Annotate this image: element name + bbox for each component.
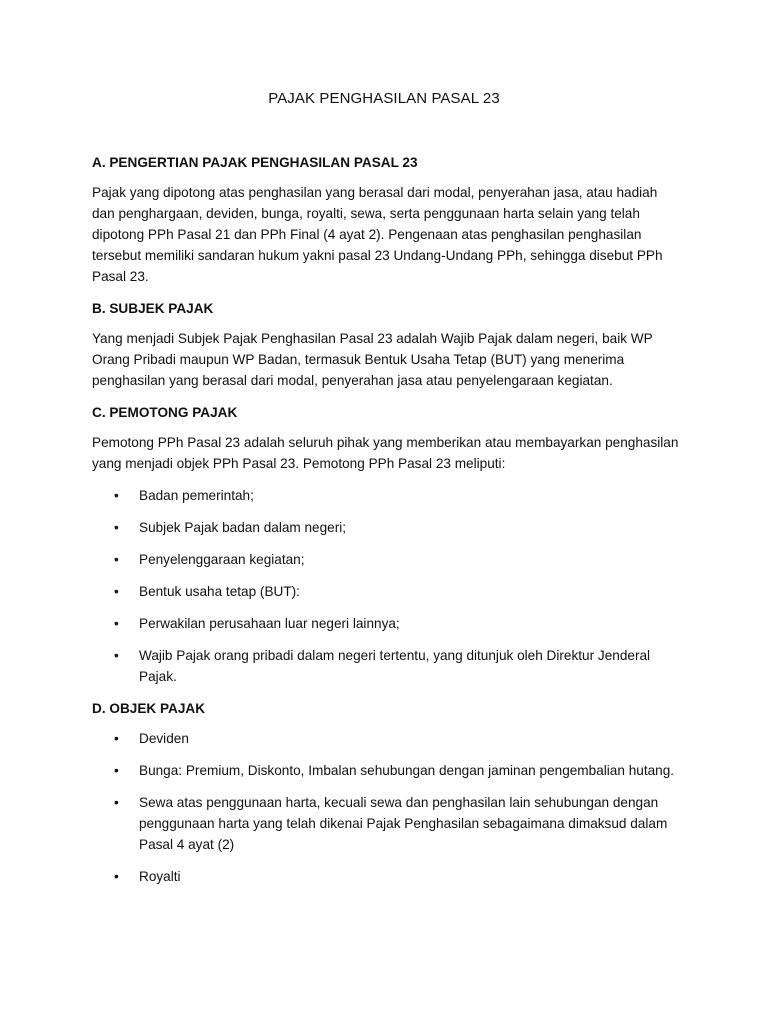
section-a xyxy=(92,152,682,287)
list-item-text: Wajib Pajak orang pribadi dalam negeri tertentu, yang ditunjuk oleh Direktur Jenderal Pajak. xyxy=(139,648,651,684)
section-c-list xyxy=(92,485,682,687)
section-d-list xyxy=(92,728,682,887)
section-c-paragraph: Pemotong PPh Pasal 23 adalah seluruh pihak yang memberikan atau membayarkan penghasilan yang menjadi objek PPh Pasal 23. Pemotong PPh Pasal 23 meliputi: xyxy=(92,435,679,471)
list-item xyxy=(92,517,682,538)
list-item-text: Penyelenggaraan kegiatan; xyxy=(139,552,305,567)
list-item-text: Royalti xyxy=(139,869,181,884)
bullet-icon: • xyxy=(114,488,119,503)
section-a-heading: A. PENGERTIAN PAJAK PENGHASILAN PASAL 23 xyxy=(92,155,418,170)
list-item-text: Badan pemerintah; xyxy=(139,488,254,503)
section-b xyxy=(92,298,682,391)
bullet-icon: • xyxy=(114,731,119,746)
bullet-icon: • xyxy=(114,552,119,567)
bullet-icon: • xyxy=(114,616,119,631)
bullet-icon: • xyxy=(114,648,119,663)
list-item-text: Bunga: Premium, Diskonto, Imbalan sehubungan dengan jaminan pengembalian hutang. xyxy=(139,763,675,778)
list-item xyxy=(92,792,682,855)
bullet-icon: • xyxy=(114,795,119,810)
list-item xyxy=(92,613,682,634)
list-item xyxy=(92,866,682,887)
bullet-icon: • xyxy=(114,869,119,884)
section-b-paragraph: Yang menjadi Subjek Pajak Penghasilan Pasal 23 adalah Wajib Pajak dalam negeri, baik WP Orang Pribadi maupun WP Badan, termasuk Bentuk Usaha Tetap (BUT) yang menerima penghasilan yang berasal dari modal, penyerahan jasa atau penyelengaraan kegiatan. xyxy=(92,331,653,388)
list-item-text: Perwakilan perusahaan luar negeri lainnya; xyxy=(139,616,400,631)
section-c-heading: C. PEMOTONG PAJAK xyxy=(92,405,238,420)
list-item-text: Sewa atas penggunaan harta, kecuali sewa dan penghasilan lain sehubungan dengan penggunaan harta yang telah dikenai Pajak Penghasilan sebagaimana dimaksud dalam Pasal 4 ayat (2) xyxy=(139,795,668,852)
bullet-icon: • xyxy=(114,520,119,535)
list-item-text: Deviden xyxy=(139,731,189,746)
bullet-icon: • xyxy=(114,584,119,599)
list-item xyxy=(92,760,682,781)
bullet-icon: • xyxy=(114,763,119,778)
section-b-heading: B. SUBJEK PAJAK xyxy=(92,301,214,316)
section-c xyxy=(92,402,682,687)
list-item xyxy=(92,581,682,602)
list-item xyxy=(92,645,682,687)
section-a-paragraph: Pajak yang dipotong atas penghasilan yang berasal dari modal, penyerahan jasa, atau hadiah dan penghargaan, deviden, bunga, royalti, sewa, serta penggunaan harta selain yang telah dipotong PPh Pasal 21 dan PPh Final (4 ayat 2). Pengenaan atas penghasilan penghasilan tersebut memiliki sandaran hukum yakni pasal 23 Undang-Undang PPh, sehingga disebut PPh Pasal 23. xyxy=(92,185,663,284)
section-d-heading: D. OBJEK PAJAK xyxy=(92,701,206,716)
list-item xyxy=(92,728,682,749)
document-title: PAJAK PENGHASILAN PASAL 23 xyxy=(268,90,500,107)
list-item xyxy=(92,549,682,570)
list-item-text: Subjek Pajak badan dalam negeri; xyxy=(139,520,347,535)
section-d xyxy=(92,698,682,887)
list-item-text: Bentuk usaha tetap (BUT): xyxy=(139,584,300,599)
document-body xyxy=(92,152,682,898)
list-item xyxy=(92,485,682,506)
